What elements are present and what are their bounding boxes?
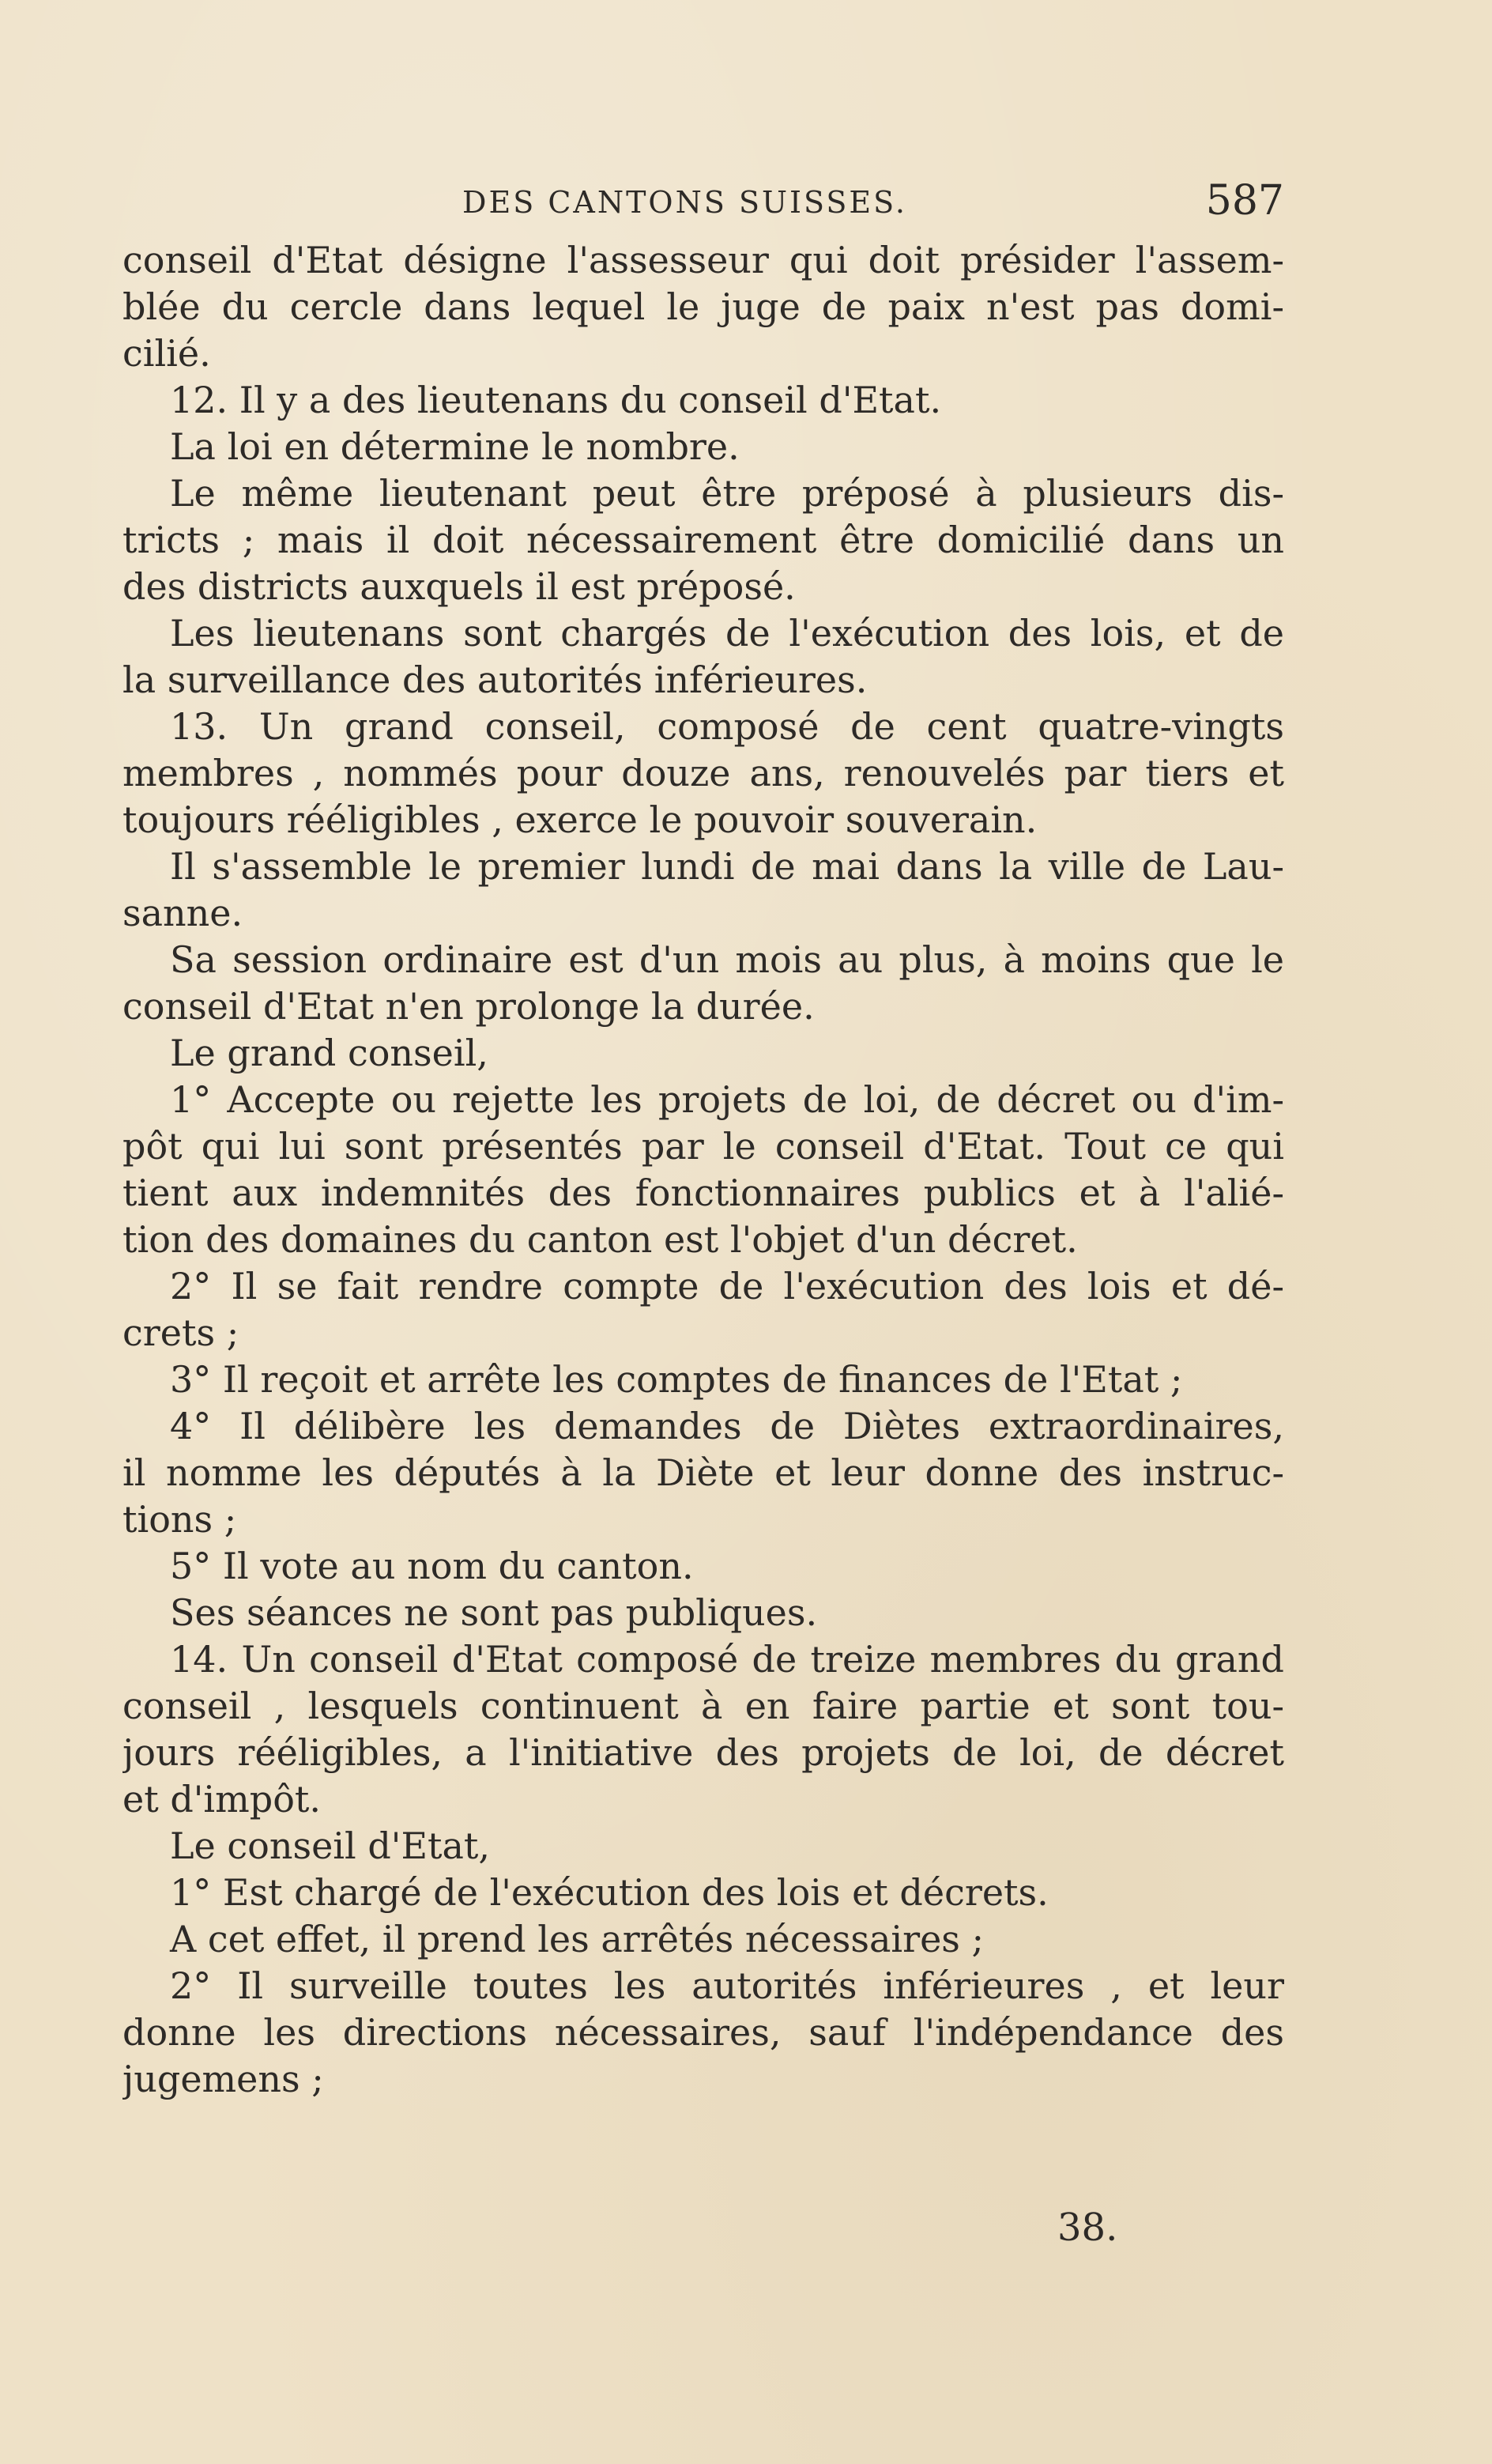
text-line: Les lieutenans sont chargés de l'exécution des lois, et de <box>170 612 1284 655</box>
text-line: jours rééligibles, a l'initiative des projets de loi, de décret <box>122 1731 1284 1774</box>
article-14-start: 14. Un conseil d'Etat composé de treize membres du grand <box>170 1638 1284 1681</box>
text-line: 1° Accepte ou rejette les projets de loi, de décret ou d'im- <box>170 1078 1284 1121</box>
text-line: tions ; <box>122 1498 237 1541</box>
text-line: 2° Il surveille toutes les autorités inférieures , et leur <box>170 1964 1284 2007</box>
body-text <box>122 237 1284 2103</box>
text-line: membres , nommés pour douze ans, renouvelés par tiers et <box>122 752 1284 794</box>
text-line: et d'impôt. <box>122 1778 322 1821</box>
text-line: toujours rééligibles , exerce le pouvoir souverain. <box>122 798 1038 841</box>
text-line: tion des domaines du canton est l'objet d'un décret. <box>122 1218 1078 1261</box>
text-line: 2° Il se fait rendre compte de l'exécution des lois et dé- <box>170 1265 1284 1307</box>
text-line: sanne. <box>122 892 243 934</box>
text-line: tricts ; mais il doit nécessairement être domicilié dans un <box>122 519 1284 561</box>
text-line: il nomme les députés à la Diète et leur donne des instruc- <box>122 1451 1284 1494</box>
text-line: La loi en détermine le nombre. <box>170 425 740 468</box>
text-line: jugemens ; <box>122 2058 324 2100</box>
page-number: 587 <box>1205 177 1284 225</box>
text-line: 3° Il reçoit et arrête les comptes de finances de l'Etat ; <box>170 1358 1183 1401</box>
article-12-start: 12. Il y a des lieutenans du conseil d'Etat. <box>170 379 942 421</box>
article-13-start: 13. Un grand conseil, composé de cent quatre-vingts <box>170 705 1284 748</box>
text-line: des districts auxquels il est préposé. <box>122 565 796 608</box>
text-line: 1° Est chargé de l'exécution des lois et décrets. <box>170 1871 1049 1914</box>
text-line: conseil d'Etat n'en prolonge la durée. <box>122 985 815 1028</box>
text-line: A cet effet, il prend les arrêtés nécessaires ; <box>170 1918 985 1960</box>
text-line: pôt qui lui sont présentés par le conseil d'Etat. Tout ce qui <box>122 1125 1284 1168</box>
signature-mark: 38. <box>1057 2206 1118 2250</box>
text-line: Le grand conseil, <box>170 1032 488 1074</box>
text-line: donne les directions nécessaires, sauf l'indépendance des <box>122 2011 1284 2054</box>
text-line: blée du cercle dans lequel le juge de paix n'est pas domi- <box>122 285 1284 328</box>
text-line: cilié. <box>122 332 211 375</box>
text-line: 4° Il délibère les demandes de Diètes extraordinaires, <box>170 1405 1284 1447</box>
text-line: tient aux indemnités des fonctionnaires publics et à l'alié- <box>122 1172 1284 1214</box>
text-line: conseil d'Etat désigne l'assesseur qui doit présider l'assem- <box>122 239 1284 281</box>
page-header <box>122 177 1284 236</box>
text-line: 5° Il vote au nom du canton. <box>170 1545 694 1587</box>
text-line: Il s'assemble le premier lundi de mai dans la ville de Lau- <box>170 845 1284 888</box>
text-line: la surveillance des autorités inférieures. <box>122 658 868 701</box>
text-line: Le même lieutenant peut être préposé à plusieurs dis- <box>170 472 1284 515</box>
text-line: Sa session ordinaire est d'un mois au plus, à moins que le <box>170 938 1284 981</box>
text-line: Ses séances ne sont pas publiques. <box>170 1591 818 1634</box>
text-line: Le conseil d'Etat, <box>170 1824 491 1867</box>
text-line: crets ; <box>122 1311 239 1354</box>
running-head: DES CANTONS SUISSES. <box>462 185 907 220</box>
text-line: conseil , lesquels continuent à en faire partie et sont tou- <box>122 1685 1284 1727</box>
